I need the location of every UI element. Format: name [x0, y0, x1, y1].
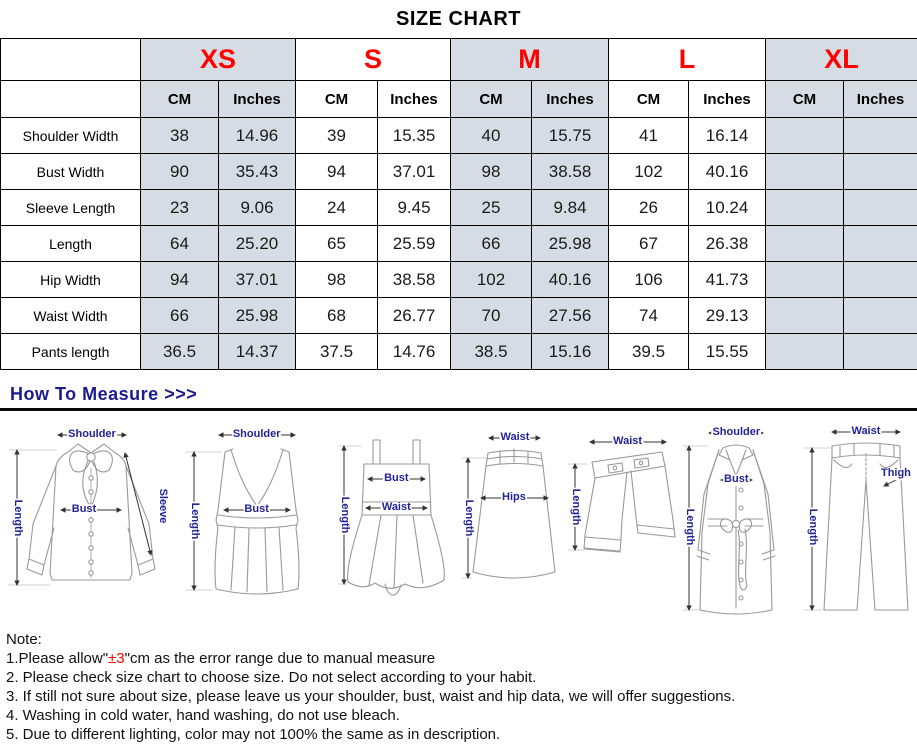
measure-label-waist: Waist [500, 431, 530, 444]
size-value-cell: 102 [451, 262, 532, 298]
measure-label-shoulder: Shoulder [68, 428, 116, 441]
note-1-tolerance: ±3 [108, 650, 125, 667]
skirt-illustration [460, 422, 562, 620]
measurement-name: Length [1, 226, 141, 262]
figure-tank-top [181, 422, 333, 620]
size-value-cell: 102 [609, 154, 689, 190]
measure-label-bust: Bust [71, 503, 97, 516]
size-value-cell: 90 [141, 154, 219, 190]
size-value-cell: 9.06 [219, 190, 296, 226]
size-value-cell: 16.14 [689, 118, 766, 154]
table-row [1, 262, 917, 298]
unit-header-cm: CM [451, 81, 532, 118]
measurement-name: Pants length [1, 334, 141, 370]
size-value-cell [844, 298, 917, 334]
size-table [0, 38, 917, 370]
size-value-cell: 14.76 [378, 334, 451, 370]
measure-label-waist: Waist [381, 501, 411, 514]
size-header-xl: XL [766, 39, 917, 81]
size-value-cell [766, 262, 844, 298]
measure-label-sleeve: Sleeve [156, 488, 169, 524]
table-row [1, 226, 917, 262]
size-value-cell: 40.16 [532, 262, 609, 298]
measure-label-hips: Hips [502, 491, 526, 504]
size-value-cell: 15.75 [532, 118, 609, 154]
size-value-cell: 74 [609, 298, 689, 334]
size-value-cell: 26.77 [378, 298, 451, 334]
size-value-cell [844, 334, 917, 370]
size-value-cell: 15.35 [378, 118, 451, 154]
size-value-cell: 65 [296, 226, 378, 262]
measure-label-shoulder: Shoulder [712, 426, 761, 439]
dress-illustration [333, 422, 459, 620]
size-value-cell: 23 [141, 190, 219, 226]
blouse-illustration [4, 422, 180, 620]
measure-label-length: Length [684, 508, 697, 546]
measurement-name: Shoulder Width [1, 118, 141, 154]
size-value-cell: 10.24 [689, 190, 766, 226]
size-value-cell: 67 [609, 226, 689, 262]
measure-label-length: Length [806, 508, 819, 546]
unit-header-inches: Inches [378, 81, 451, 118]
section-divider [0, 408, 917, 411]
tank-top-illustration [181, 422, 333, 620]
size-header-row [1, 39, 917, 81]
size-value-cell: 39 [296, 118, 378, 154]
size-value-cell: 41.73 [689, 262, 766, 298]
size-value-cell: 24 [296, 190, 378, 226]
size-value-cell [766, 298, 844, 334]
unit-header-cm: CM [141, 81, 219, 118]
size-value-cell [844, 118, 917, 154]
table-row [1, 298, 917, 334]
figure-dress [333, 422, 459, 620]
size-value-cell: 64 [141, 226, 219, 262]
size-value-cell [766, 154, 844, 190]
measure-label-bust: Bust [384, 472, 409, 485]
size-value-cell: 38.5 [451, 334, 532, 370]
size-value-cell: 38.58 [378, 262, 451, 298]
size-value-cell: 40.16 [689, 154, 766, 190]
note-line-4: 4. Washing in cold water, hand washing, do not use bleach. [6, 707, 400, 724]
size-value-cell: 98 [296, 262, 378, 298]
size-value-cell [766, 118, 844, 154]
table-row [1, 190, 917, 226]
size-value-cell: 9.84 [532, 190, 609, 226]
size-value-cell: 38 [141, 118, 219, 154]
measure-label-shoulder: Shoulder [232, 428, 281, 441]
figure-pants [796, 422, 913, 620]
measure-label-waist: Waist [613, 435, 643, 448]
measurement-name: Hip Width [1, 262, 141, 298]
size-value-cell: 27.56 [532, 298, 609, 334]
size-value-cell: 68 [296, 298, 378, 334]
notes-heading: Note: [6, 631, 42, 648]
size-value-cell: 14.96 [219, 118, 296, 154]
figure-coat [679, 422, 795, 620]
size-value-cell: 36.5 [141, 334, 219, 370]
unit-header-inches: Inches [844, 81, 917, 118]
figure-skirt [460, 422, 562, 620]
size-value-cell: 29.13 [689, 298, 766, 334]
figure-shorts [563, 422, 679, 620]
size-value-cell: 25.20 [219, 226, 296, 262]
size-value-cell: 40 [451, 118, 532, 154]
size-value-cell: 70 [451, 298, 532, 334]
size-value-cell: 41 [609, 118, 689, 154]
size-value-cell [844, 262, 917, 298]
page-title: SIZE CHART [396, 8, 521, 30]
note-line-3: 3. If still not sure about size, please leave us your shoulder, bust, waist and hip data, we will offer suggestions. [6, 688, 736, 705]
size-value-cell: 26 [609, 190, 689, 226]
table-row [1, 154, 917, 190]
note-1-suffix: "cm as the error range due to manual measure [124, 650, 436, 667]
size-value-cell [766, 226, 844, 262]
how-to-measure-heading: How To Measure >>> [10, 384, 198, 404]
figure-blouse [4, 422, 180, 620]
table-row [1, 118, 917, 154]
measure-figures [0, 422, 917, 620]
size-value-cell: 66 [451, 226, 532, 262]
size-value-cell: 25.98 [532, 226, 609, 262]
table-row [1, 334, 917, 370]
size-value-cell: 15.16 [532, 334, 609, 370]
size-value-cell: 38.58 [532, 154, 609, 190]
note-line-5: 5. Due to different lighting, color may not 100% the same as in description. [6, 726, 501, 743]
measure-label-bust: Bust [724, 473, 749, 486]
unit-header-inches: Inches [532, 81, 609, 118]
note-1-prefix: 1.Please allow" [6, 650, 109, 667]
size-value-cell: 15.55 [689, 334, 766, 370]
size-value-cell [766, 334, 844, 370]
size-value-cell: 94 [296, 154, 378, 190]
unit-header-cm: CM [296, 81, 378, 118]
unit-header-inches: Inches [689, 81, 766, 118]
size-value-cell: 9.45 [378, 190, 451, 226]
coat-illustration [679, 422, 795, 620]
measure-label-length: Length [188, 502, 201, 540]
measurement-name: Sleeve Length [1, 190, 141, 226]
notes-section [6, 630, 917, 744]
size-value-cell: 26.38 [689, 226, 766, 262]
size-value-cell: 25 [451, 190, 532, 226]
measurement-name: Waist Width [1, 298, 141, 334]
size-header-xs: XS [141, 39, 296, 81]
size-value-cell: 25.98 [219, 298, 296, 334]
corner-cell [1, 81, 141, 118]
unit-header-cm: CM [766, 81, 844, 118]
measurement-name: Bust Width [1, 154, 141, 190]
measure-label-thigh: Thigh [880, 467, 911, 480]
measure-label-length: Length [462, 499, 475, 537]
size-value-cell: 37.01 [219, 262, 296, 298]
size-value-cell [766, 190, 844, 226]
size-value-cell: 98 [451, 154, 532, 190]
unit-header-inches: Inches [219, 81, 296, 118]
size-value-cell: 106 [609, 262, 689, 298]
measure-label-length: Length [11, 499, 24, 537]
size-header-l: L [609, 39, 766, 81]
corner-cell [1, 39, 141, 81]
note-line-1 [6, 649, 917, 668]
measure-label-length: Length [569, 488, 582, 526]
size-header-m: M [451, 39, 609, 81]
measure-label-waist: Waist [851, 425, 881, 438]
size-value-cell: 37.01 [378, 154, 451, 190]
unit-header-cm: CM [609, 81, 689, 118]
measure-label-length: Length [339, 496, 352, 534]
size-value-cell [844, 154, 917, 190]
size-value-cell: 37.5 [296, 334, 378, 370]
size-value-cell: 94 [141, 262, 219, 298]
note-line-2: 2. Please check size chart to choose size. Do not select according to your habit. [6, 669, 537, 686]
size-value-cell [844, 226, 917, 262]
size-value-cell: 66 [141, 298, 219, 334]
size-value-cell: 14.37 [219, 334, 296, 370]
size-value-cell [844, 190, 917, 226]
size-value-cell: 35.43 [219, 154, 296, 190]
size-header-s: S [296, 39, 451, 81]
size-value-cell: 39.5 [609, 334, 689, 370]
measure-label-bust: Bust [244, 503, 269, 516]
unit-header-row [1, 81, 917, 118]
size-value-cell: 25.59 [378, 226, 451, 262]
